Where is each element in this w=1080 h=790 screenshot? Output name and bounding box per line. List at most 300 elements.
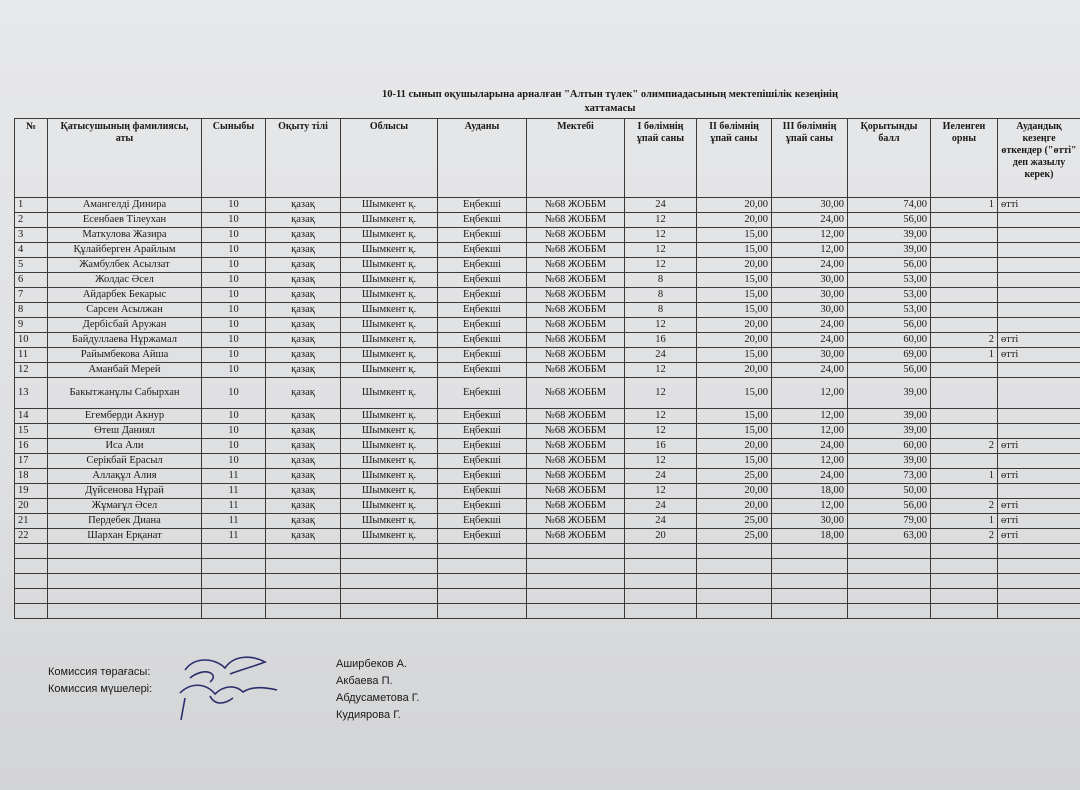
cell-place	[931, 258, 998, 273]
cell-place	[931, 273, 998, 288]
cell-school: №68 ЖОББМ	[527, 514, 625, 529]
cell-place: 2	[931, 529, 998, 544]
empty-cell	[438, 559, 527, 574]
empty-cell	[931, 574, 998, 589]
cell-no: 15	[15, 424, 48, 439]
cell-no: 8	[15, 303, 48, 318]
cell-district: Еңбекші	[438, 258, 527, 273]
cell-part1: 16	[625, 333, 697, 348]
cell-place: 1	[931, 198, 998, 213]
cell-part3: 30,00	[772, 198, 848, 213]
cell-language: қазақ	[266, 439, 341, 454]
cell-grade: 11	[202, 529, 266, 544]
cell-grade: 10	[202, 378, 266, 409]
cell-grade: 10	[202, 303, 266, 318]
empty-cell	[266, 544, 341, 559]
document-title	[300, 88, 920, 116]
col-header-school: Мектебі	[527, 119, 625, 198]
cell-place	[931, 288, 998, 303]
empty-cell	[202, 559, 266, 574]
cell-name: Пердебек Диана	[48, 514, 202, 529]
cell-language: қазақ	[266, 198, 341, 213]
cell-part1: 12	[625, 213, 697, 228]
cell-district: Еңбекші	[438, 318, 527, 333]
cell-region: Шымкент қ.	[341, 529, 438, 544]
cell-part3: 12,00	[772, 409, 848, 424]
empty-row	[15, 559, 1080, 574]
cell-district: Еңбекші	[438, 529, 527, 544]
table-row	[15, 514, 1080, 529]
cell-district: Еңбекші	[438, 348, 527, 363]
empty-cell	[266, 604, 341, 619]
cell-region: Шымкент қ.	[341, 318, 438, 333]
empty-cell	[625, 589, 697, 604]
table-row	[15, 318, 1080, 333]
cell-advance	[998, 484, 1080, 499]
empty-cell	[848, 604, 931, 619]
cell-name: Аллақұл Алия	[48, 469, 202, 484]
cell-language: қазақ	[266, 469, 341, 484]
cell-part1: 12	[625, 228, 697, 243]
table-row	[15, 499, 1080, 514]
empty-cell	[998, 574, 1080, 589]
empty-cell	[697, 604, 772, 619]
cell-district: Еңбекші	[438, 228, 527, 243]
empty-cell	[438, 589, 527, 604]
cell-part3: 24,00	[772, 213, 848, 228]
cell-region: Шымкент қ.	[341, 454, 438, 469]
cell-total: 39,00	[848, 243, 931, 258]
cell-part3: 30,00	[772, 348, 848, 363]
cell-part2: 15,00	[697, 409, 772, 424]
cell-part2: 20,00	[697, 484, 772, 499]
cell-no: 4	[15, 243, 48, 258]
cell-region: Шымкент қ.	[341, 273, 438, 288]
cell-place: 1	[931, 469, 998, 484]
cell-total: 79,00	[848, 514, 931, 529]
table-row	[15, 348, 1080, 363]
empty-cell	[931, 544, 998, 559]
cell-no: 10	[15, 333, 48, 348]
cell-place	[931, 378, 998, 409]
chair-label: Комиссия төрағасы:	[48, 666, 151, 678]
cell-school: №68 ЖОББМ	[527, 378, 625, 409]
cell-language: қазақ	[266, 228, 341, 243]
cell-part3: 24,00	[772, 439, 848, 454]
empty-cell	[341, 559, 438, 574]
cell-no: 2	[15, 213, 48, 228]
col-header-region: Облысы	[341, 119, 438, 198]
empty-cell	[15, 544, 48, 559]
cell-region: Шымкент қ.	[341, 243, 438, 258]
cell-advance	[998, 213, 1080, 228]
cell-advance	[998, 273, 1080, 288]
empty-cell	[438, 574, 527, 589]
cell-school: №68 ЖОББМ	[527, 409, 625, 424]
cell-total: 39,00	[848, 228, 931, 243]
empty-cell	[772, 574, 848, 589]
empty-cell	[341, 589, 438, 604]
cell-name: Жамбулбек Асылзат	[48, 258, 202, 273]
cell-name: Құлайберген Арайлым	[48, 243, 202, 258]
empty-cell	[772, 559, 848, 574]
cell-part2: 15,00	[697, 303, 772, 318]
cell-name: Бакытжанұлы Сабырхан	[48, 378, 202, 409]
cell-no: 1	[15, 198, 48, 213]
empty-cell	[848, 559, 931, 574]
cell-no: 18	[15, 469, 48, 484]
cell-no: 12	[15, 363, 48, 378]
cell-total: 39,00	[848, 424, 931, 439]
table-row	[15, 288, 1080, 303]
cell-part1: 12	[625, 243, 697, 258]
cell-district: Еңбекші	[438, 454, 527, 469]
cell-part3: 12,00	[772, 228, 848, 243]
cell-language: қазақ	[266, 303, 341, 318]
cell-part3: 12,00	[772, 454, 848, 469]
cell-part3: 30,00	[772, 514, 848, 529]
cell-language: қазақ	[266, 258, 341, 273]
cell-grade: 10	[202, 258, 266, 273]
empty-cell	[15, 589, 48, 604]
cell-school: №68 ЖОББМ	[527, 288, 625, 303]
cell-district: Еңбекші	[438, 378, 527, 409]
cell-grade: 10	[202, 273, 266, 288]
cell-district: Еңбекші	[438, 288, 527, 303]
cell-language: қазақ	[266, 273, 341, 288]
cell-name: Шархан Ерқанат	[48, 529, 202, 544]
cell-region: Шымкент қ.	[341, 213, 438, 228]
header-row	[15, 119, 1080, 198]
col-header-no: №	[15, 119, 48, 198]
cell-region: Шымкент қ.	[341, 378, 438, 409]
cell-advance: өтті	[998, 514, 1080, 529]
cell-advance: өтті	[998, 469, 1080, 484]
cell-place: 2	[931, 499, 998, 514]
empty-cell	[266, 574, 341, 589]
cell-place	[931, 424, 998, 439]
cell-school: №68 ЖОББМ	[527, 348, 625, 363]
cell-language: қазақ	[266, 424, 341, 439]
empty-cell	[931, 604, 998, 619]
cell-total: 53,00	[848, 273, 931, 288]
cell-place: 1	[931, 348, 998, 363]
cell-no: 9	[15, 318, 48, 333]
cell-part2: 20,00	[697, 198, 772, 213]
table-row	[15, 303, 1080, 318]
cell-part3: 24,00	[772, 258, 848, 273]
cell-grade: 11	[202, 484, 266, 499]
cell-part2: 20,00	[697, 213, 772, 228]
cell-part1: 20	[625, 529, 697, 544]
cell-name: Айдарбек Бекарыс	[48, 288, 202, 303]
cell-part3: 30,00	[772, 273, 848, 288]
col-header-part2: II бөлімнің ұпай саны	[697, 119, 772, 198]
empty-cell	[625, 544, 697, 559]
cell-part1: 12	[625, 318, 697, 333]
cell-name: Иса Али	[48, 439, 202, 454]
cell-advance	[998, 378, 1080, 409]
cell-school: №68 ЖОББМ	[527, 333, 625, 348]
cell-total: 39,00	[848, 454, 931, 469]
cell-language: қазақ	[266, 243, 341, 258]
cell-total: 56,00	[848, 363, 931, 378]
cell-total: 56,00	[848, 258, 931, 273]
cell-part1: 8	[625, 273, 697, 288]
col-header-name: Қатысушының фамилиясы, аты	[48, 119, 202, 198]
cell-language: қазақ	[266, 378, 341, 409]
table-row	[15, 213, 1080, 228]
col-header-part3: III бөлімнің ұпай саны	[772, 119, 848, 198]
cell-region: Шымкент қ.	[341, 469, 438, 484]
cell-district: Еңбекші	[438, 243, 527, 258]
cell-district: Еңбекші	[438, 198, 527, 213]
cell-district: Еңбекші	[438, 424, 527, 439]
empty-cell	[341, 544, 438, 559]
cell-district: Еңбекші	[438, 514, 527, 529]
cell-place	[931, 409, 998, 424]
cell-name: Амангелді Динира	[48, 198, 202, 213]
cell-total: 53,00	[848, 303, 931, 318]
cell-part1: 24	[625, 499, 697, 514]
cell-no: 20	[15, 499, 48, 514]
cell-total: 56,00	[848, 213, 931, 228]
cell-region: Шымкент қ.	[341, 424, 438, 439]
empty-cell	[931, 589, 998, 604]
cell-school: №68 ЖОББМ	[527, 243, 625, 258]
cell-grade: 10	[202, 409, 266, 424]
cell-language: қазақ	[266, 288, 341, 303]
cell-school: №68 ЖОББМ	[527, 484, 625, 499]
cell-place: 1	[931, 514, 998, 529]
cell-part3: 24,00	[772, 333, 848, 348]
cell-school: №68 ЖОББМ	[527, 258, 625, 273]
title-line-2: хаттамасы	[584, 103, 636, 114]
cell-place	[931, 363, 998, 378]
cell-advance	[998, 318, 1080, 333]
cell-district: Еңбекші	[438, 439, 527, 454]
cell-part2: 15,00	[697, 424, 772, 439]
cell-name: Жұмағұл Әсел	[48, 499, 202, 514]
cell-part3: 12,00	[772, 243, 848, 258]
cell-advance: өтті	[998, 348, 1080, 363]
cell-grade: 11	[202, 499, 266, 514]
cell-no: 19	[15, 484, 48, 499]
cell-name: Дүйсенова Нұрай	[48, 484, 202, 499]
cell-total: 60,00	[848, 439, 931, 454]
cell-school: №68 ЖОББМ	[527, 228, 625, 243]
cell-district: Еңбекші	[438, 363, 527, 378]
cell-advance	[998, 228, 1080, 243]
empty-cell	[697, 574, 772, 589]
cell-school: №68 ЖОББМ	[527, 424, 625, 439]
empty-cell	[15, 604, 48, 619]
cell-school: №68 ЖОББМ	[527, 198, 625, 213]
empty-cell	[438, 544, 527, 559]
cell-part1: 12	[625, 378, 697, 409]
empty-cell	[848, 544, 931, 559]
cell-no: 17	[15, 454, 48, 469]
table-row	[15, 273, 1080, 288]
table-row	[15, 198, 1080, 213]
cell-part2: 15,00	[697, 378, 772, 409]
cell-grade: 10	[202, 348, 266, 363]
cell-place: 2	[931, 439, 998, 454]
cell-grade: 10	[202, 439, 266, 454]
empty-cell	[48, 544, 202, 559]
cell-advance: өтті	[998, 499, 1080, 514]
cell-language: қазақ	[266, 348, 341, 363]
col-header-part1: I бөлімнің ұпай саны	[625, 119, 697, 198]
member-name-2: Акбаева П.	[336, 675, 393, 687]
cell-school: №68 ЖОББМ	[527, 363, 625, 378]
cell-part2: 25,00	[697, 529, 772, 544]
cell-name: Дербісбай Аружан	[48, 318, 202, 333]
cell-part2: 15,00	[697, 454, 772, 469]
cell-part1: 12	[625, 484, 697, 499]
table-row	[15, 424, 1080, 439]
empty-row	[15, 574, 1080, 589]
cell-place	[931, 303, 998, 318]
cell-school: №68 ЖОББМ	[527, 454, 625, 469]
cell-grade: 10	[202, 333, 266, 348]
cell-part1: 8	[625, 288, 697, 303]
cell-school: №68 ЖОББМ	[527, 529, 625, 544]
table-row	[15, 333, 1080, 348]
cell-school: №68 ЖОББМ	[527, 273, 625, 288]
cell-part3: 30,00	[772, 288, 848, 303]
cell-name: Райымбекова Айша	[48, 348, 202, 363]
empty-cell	[848, 589, 931, 604]
cell-grade: 10	[202, 243, 266, 258]
empty-cell	[998, 559, 1080, 574]
empty-cell	[266, 589, 341, 604]
cell-total: 56,00	[848, 499, 931, 514]
cell-district: Еңбекші	[438, 303, 527, 318]
cell-region: Шымкент қ.	[341, 348, 438, 363]
cell-total: 53,00	[848, 288, 931, 303]
empty-cell	[527, 604, 625, 619]
cell-advance	[998, 303, 1080, 318]
cell-district: Еңбекші	[438, 213, 527, 228]
members-label: Комиссия мүшелері:	[48, 683, 153, 695]
cell-no: 7	[15, 288, 48, 303]
member-name-1: Аширбеков А.	[336, 658, 408, 670]
cell-part2: 25,00	[697, 514, 772, 529]
cell-region: Шымкент қ.	[341, 228, 438, 243]
cell-place	[931, 318, 998, 333]
empty-cell	[625, 604, 697, 619]
cell-no: 6	[15, 273, 48, 288]
empty-cell	[48, 604, 202, 619]
cell-part3: 24,00	[772, 318, 848, 333]
empty-cell	[341, 604, 438, 619]
cell-part2: 20,00	[697, 333, 772, 348]
cell-language: қазақ	[266, 484, 341, 499]
cell-total: 39,00	[848, 409, 931, 424]
cell-language: қазақ	[266, 409, 341, 424]
cell-language: қазақ	[266, 333, 341, 348]
cell-school: №68 ЖОББМ	[527, 469, 625, 484]
cell-name: Байдуллаева Нұржамал	[48, 333, 202, 348]
empty-cell	[48, 589, 202, 604]
cell-district: Еңбекші	[438, 273, 527, 288]
empty-row	[15, 589, 1080, 604]
empty-cell	[772, 544, 848, 559]
cell-no: 16	[15, 439, 48, 454]
empty-cell	[931, 559, 998, 574]
cell-school: №68 ЖОББМ	[527, 439, 625, 454]
table-row	[15, 363, 1080, 378]
empty-cell	[15, 574, 48, 589]
empty-cell	[697, 559, 772, 574]
cell-place	[931, 454, 998, 469]
cell-district: Еңбекші	[438, 333, 527, 348]
member-name-3: Абдусаметова Г.	[336, 692, 420, 704]
cell-region: Шымкент қ.	[341, 484, 438, 499]
cell-no: 5	[15, 258, 48, 273]
cell-part3: 24,00	[772, 363, 848, 378]
cell-grade: 10	[202, 424, 266, 439]
cell-region: Шымкент қ.	[341, 363, 438, 378]
cell-advance	[998, 288, 1080, 303]
cell-language: қазақ	[266, 499, 341, 514]
cell-part1: 24	[625, 469, 697, 484]
cell-part2: 15,00	[697, 288, 772, 303]
cell-region: Шымкент қ.	[341, 198, 438, 213]
table-row	[15, 228, 1080, 243]
cell-language: қазақ	[266, 363, 341, 378]
cell-region: Шымкент қ.	[341, 439, 438, 454]
cell-school: №68 ЖОББМ	[527, 318, 625, 333]
empty-cell	[202, 544, 266, 559]
cell-part2: 20,00	[697, 439, 772, 454]
table-row	[15, 484, 1080, 499]
cell-total: 39,00	[848, 378, 931, 409]
cell-language: қазақ	[266, 454, 341, 469]
empty-cell	[527, 559, 625, 574]
col-header-grade: Сыныбы	[202, 119, 266, 198]
cell-part2: 20,00	[697, 318, 772, 333]
table-row	[15, 409, 1080, 424]
cell-total: 60,00	[848, 333, 931, 348]
cell-total: 50,00	[848, 484, 931, 499]
cell-grade: 10	[202, 228, 266, 243]
cell-part3: 18,00	[772, 484, 848, 499]
cell-region: Шымкент қ.	[341, 499, 438, 514]
cell-grade: 10	[202, 198, 266, 213]
cell-advance	[998, 258, 1080, 273]
empty-cell	[697, 544, 772, 559]
cell-region: Шымкент қ.	[341, 409, 438, 424]
cell-no: 3	[15, 228, 48, 243]
cell-school: №68 ЖОББМ	[527, 499, 625, 514]
cell-no: 11	[15, 348, 48, 363]
empty-cell	[527, 589, 625, 604]
col-header-place: Иеленген орны	[931, 119, 998, 198]
cell-advance: өтті	[998, 198, 1080, 213]
cell-district: Еңбекші	[438, 409, 527, 424]
table-body	[15, 198, 1080, 619]
cell-region: Шымкент қ.	[341, 514, 438, 529]
empty-cell	[625, 559, 697, 574]
cell-region: Шымкент қ.	[341, 288, 438, 303]
cell-grade: 10	[202, 318, 266, 333]
cell-name: Жолдас Әсел	[48, 273, 202, 288]
cell-grade: 10	[202, 454, 266, 469]
cell-place	[931, 484, 998, 499]
cell-language: қазақ	[266, 514, 341, 529]
